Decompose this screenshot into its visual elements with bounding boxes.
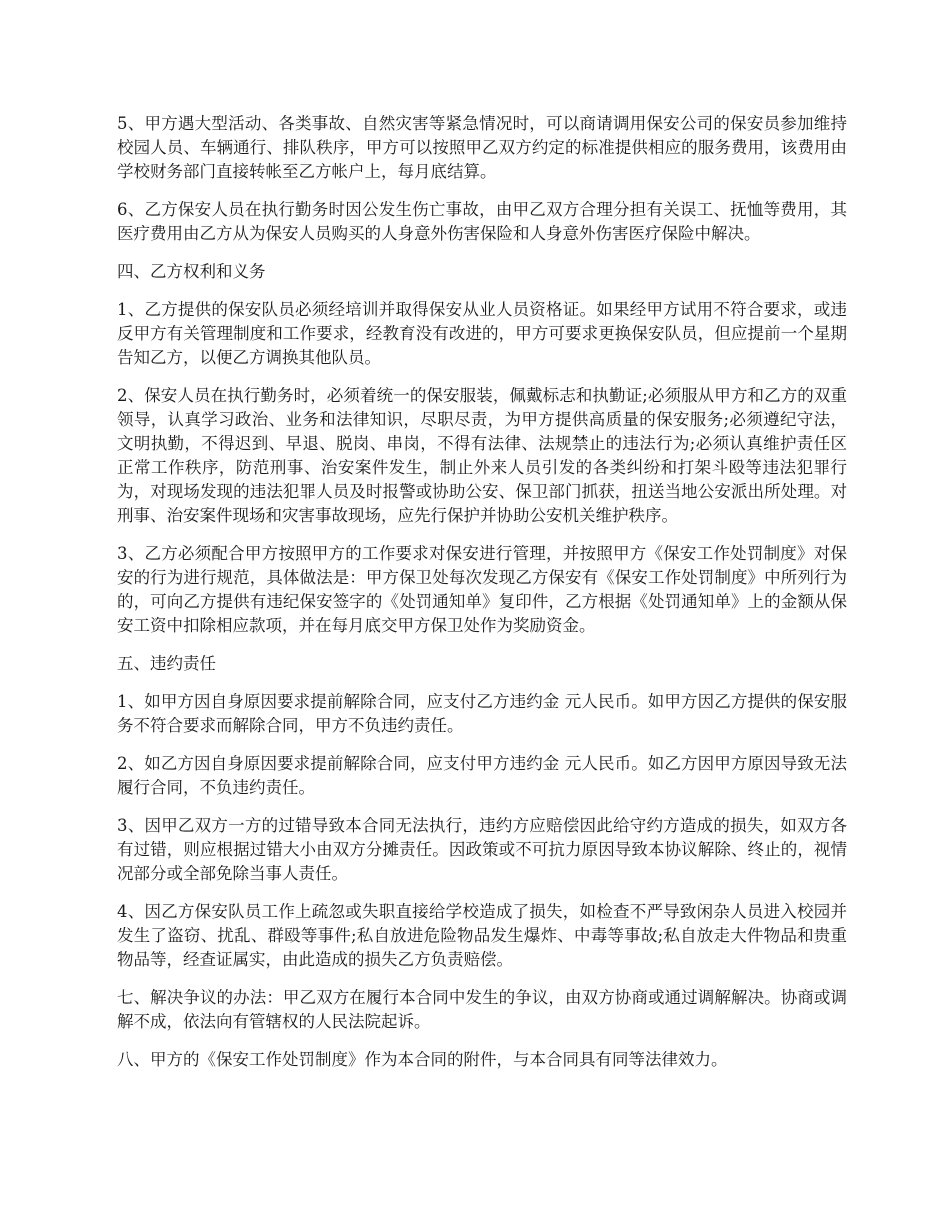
section-dispute-resolution: 七、解决争议的办法：甲乙双方在履行本合同中发生的争议，由双方协商或通过调解解决。协商或调解不成，依法向有管辖权的人民法院起诉。 [117, 988, 847, 1031]
document-body [117, 112, 847, 1086]
clause-4-negligence-compensation: 4、因乙方保安队员工作上疏忽或失职直接给学校造成了损失，如检查不严导致闲杂人员进入校园并发生了盗窃、扰乱、群殴等事件;私自放进危险物品发生爆炸、中毒等事故;私自放走大件物品和贵重物品等，经查证属实，由此造成的损失乙方负责赔偿。 [117, 902, 847, 969]
clause-2-party-b-termination: 2、如乙方因自身原因要求提前解除合同，应支付甲方违约金 元人民币。如乙方因甲方原因导致无法履行合同，不负违约责任。 [117, 754, 847, 797]
clause-1-party-a-termination: 1、如甲方因自身原因要求提前解除合同，应支付乙方违约金 元人民币。如甲方因乙方提供的保安服务不符合要求而解除合同，甲方不负违约责任。 [117, 692, 847, 735]
section-heading-breach-liability: 五、违约责任 [117, 654, 216, 673]
clause-5-emergency-deployment: 5、甲方遇大型活动、各类事故、自然灾害等紧急情况时，可以商请调用保安公司的保安员参加维持校园人员、车辆通行、排队秩序，甲方可以按照甲乙双方约定的标准提供相应的服务费用，该费用由学校财务部门直接转帐至乙方帐户上，每月底结算。 [117, 114, 847, 181]
clause-6-injury-compensation: 6、乙方保安人员在执行勤务时因公发生伤亡事故，由甲乙双方合理分担有关误工、抚恤等费用，其医疗费用由乙方从为保安人员购买的人身意外伤害保险和人身意外伤害医疗保险中解决。 [117, 200, 847, 243]
clause-1-guard-qualification: 1、乙方提供的保安队员必须经培训并取得保安从业人员资格证。如果经甲方试用不符合要求，或违反甲方有关管理制度和工作要求，经教育没有改进的，甲方可要求更换保安队员，但应提前一个星期告知乙方，以便乙方调换其他队员。 [117, 300, 847, 367]
section-heading-party-b-rights: 四、乙方权利和义务 [117, 262, 266, 281]
section-appendix-effect: 八、甲方的《保安工作处罚制度》作为本合同的附件，与本合同具有同等法律效力。 [117, 1050, 728, 1069]
clause-3-fault-liability: 3、因甲乙双方一方的过错导致本合同无法执行，违约方应赔偿因此给守约方造成的损失，如双方各有过错，则应根据过错大小由双方分摊责任。因政策或不可抗力原因导致本协议解除、终止的，视情况部分或全部免除当事人责任。 [117, 816, 847, 883]
clause-3-penalty-system: 3、乙方必须配合甲方按照甲方的工作要求对保安进行管理，并按照甲方《保安工作处罚制度》对保安的行为进行规范，具体做法是：甲方保卫处每次发现乙方保安有《保安工作处罚制度》中所列行为的，可向乙方提供有违纪保安签字的《处罚通知单》复印件，乙方根据《处罚通知单》上的金额从保安工资中扣除相应款项，并在每月底交甲方保卫处作为奖励资金。 [117, 544, 847, 635]
clause-2-duty-conduct: 2、保安人员在执行勤务时，必须着统一的保安服装，佩戴标志和执勤证;必须服从甲方和乙方的双重领导，认真学习政治、业务和法律知识，尽职尽责，为甲方提供高质量的保安服务;必须遵纪守法，文明执勤，不得迟到、早退、脱岗、串岗，不得有法律、法规禁止的违法行为;必须认真维护责任区正常工作秩序，防范刑事、治安案件发生，制止外来人员引发的各类纠纷和打架斗殴等违法犯罪行为，对现场发现的违法犯罪人员及时报警或协助公安、保卫部门抓获，扭送当地公安派出所处理。对刑事、治安案件现场和灾害事故现场，应先行保护并协助公安机关维护秩序。 [117, 386, 847, 525]
